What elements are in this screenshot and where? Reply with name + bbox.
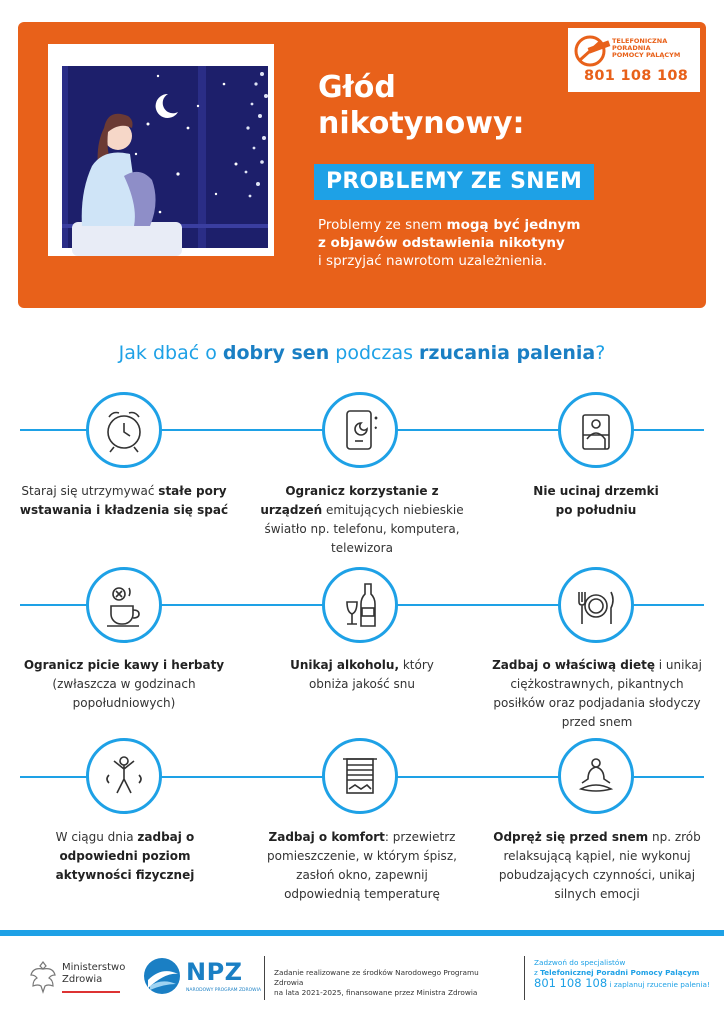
tip-part: : przewietrz pomieszczenie, w którym śpisz, zasłoń okno, zapewnij odpowiednią temperaturę — [267, 830, 457, 901]
title-line: nikotynowy: — [318, 106, 525, 141]
tip-part: Staraj się utrzymywać — [21, 484, 159, 498]
npz-logo-icon — [142, 956, 182, 1000]
window-blinds-icon — [322, 738, 398, 814]
tip-bold: Nie ucinaj drzemki po południu — [533, 484, 659, 517]
ministry-name — [62, 962, 125, 986]
bed-nap-icon — [558, 392, 634, 468]
tip-part: np. zrób relaksującą kąpiel, nie wykonuj pobudzających czynności, unikaj silnych emocji — [498, 830, 701, 901]
tip-text — [257, 828, 467, 904]
coffee-cup-icon — [86, 567, 162, 643]
heading-part: podczas — [329, 342, 420, 364]
exercise-person-icon — [86, 738, 162, 814]
wine-bottle-icon — [322, 567, 398, 643]
logo-name — [612, 38, 698, 59]
logo-line: PORADNIA — [612, 44, 651, 52]
funding-note — [274, 968, 510, 998]
intro-bold: mogą być jednym — [446, 217, 581, 233]
tip-text — [19, 656, 229, 713]
logo-line: POMOCY PALĄCYM — [612, 51, 681, 59]
tip-text — [531, 482, 661, 520]
intro-text — [318, 216, 580, 270]
tip-bold: Ogranicz picie kawy i herbaty — [23, 658, 225, 672]
tip-bold: Unikaj alkoholu, — [290, 658, 400, 672]
heading-bold: dobry sen — [222, 342, 330, 364]
section-heading — [0, 342, 724, 364]
heading-part: ? — [595, 342, 606, 364]
tip-bold: Zadbaj o właściwą dietę — [492, 658, 655, 672]
helpline-part: i zaplanuj rzucenie palenia! — [607, 980, 710, 989]
heading-part: Jak dbać o — [118, 342, 223, 364]
night-window-illustration — [48, 44, 274, 256]
tip-bold: zadbaj o odpowiedni poziom aktywności fizycznej — [55, 830, 195, 882]
intro-bold: z objawów odstawienia nikotyny — [318, 235, 565, 251]
intro-part: i sprzyjać nawrotom uzależnienia. — [318, 253, 547, 269]
ministry-line: Ministerstwo — [62, 962, 126, 973]
tip-bold: Odpręż się przed snem — [493, 830, 649, 844]
tip-part: który obniża jakość snu — [308, 658, 434, 691]
phone-night-icon — [322, 392, 398, 468]
ministry-underline — [62, 991, 120, 993]
tip-bold: Zadbaj o komfort — [268, 830, 385, 844]
helpline-phone: 801 108 108 — [534, 976, 608, 990]
tip-text — [488, 828, 706, 904]
tip-part: (zwłaszcza w godzinach popołudniowych) — [52, 677, 196, 710]
ministry-line: Zdrowia — [62, 974, 103, 985]
logo-line: TELEFONICZNA — [612, 37, 668, 45]
footer-separator — [524, 956, 525, 1000]
tppp-logo — [568, 28, 700, 92]
tip-bold: stałe pory wstawania i kładzenia się spać — [19, 484, 229, 517]
npz-logo-text: NPZ — [186, 958, 243, 986]
tip-part: i unikaj ciężkostrawnych, pikantnych posiłków oraz podjadania słodyczy przed snem — [493, 658, 702, 729]
helpline-line: Zadzwoń do specjalistów — [534, 958, 626, 967]
tip-part: emitujących niebieskie światło np. telefonu, komputera, telewizora — [264, 503, 464, 555]
footer-separator — [264, 956, 265, 1000]
tip-text — [19, 482, 229, 520]
helpline-note — [534, 958, 724, 990]
alarm-clock-icon — [86, 392, 162, 468]
tip-bold: Ogranicz korzystanie z urządzeń — [260, 484, 439, 517]
logo-phone: 801 108 108 — [584, 68, 689, 84]
tip-part: W ciągu dnia — [55, 830, 138, 844]
npz-logo-sub: NARODOWY PROGRAM ZDROWIA — [186, 988, 262, 993]
plate-cutlery-icon — [558, 567, 634, 643]
tip-text — [44, 828, 206, 885]
funding-line: Zadanie realizowane ze środków Narodowego Programu Zdrowia — [274, 968, 479, 987]
meditation-icon — [558, 738, 634, 814]
eagle-emblem-icon — [28, 958, 58, 998]
tip-text — [257, 482, 467, 558]
title-line: Głód — [318, 70, 396, 105]
funding-line: na lata 2021-2025, finansowane przez Ministra Zdrowia — [274, 988, 478, 997]
subtitle-badge: PROBLEMY ZE SNEM — [314, 164, 594, 200]
helpline-bold: Telefonicznej Poradni Pomocy Palącym — [540, 968, 700, 977]
tip-text — [488, 656, 706, 732]
heading-bold: rzucania palenia — [419, 342, 596, 364]
helpline-part: z — [534, 968, 541, 977]
tip-text — [270, 656, 454, 694]
intro-part: Problemy ze snem — [318, 217, 447, 233]
page-title — [318, 70, 525, 142]
